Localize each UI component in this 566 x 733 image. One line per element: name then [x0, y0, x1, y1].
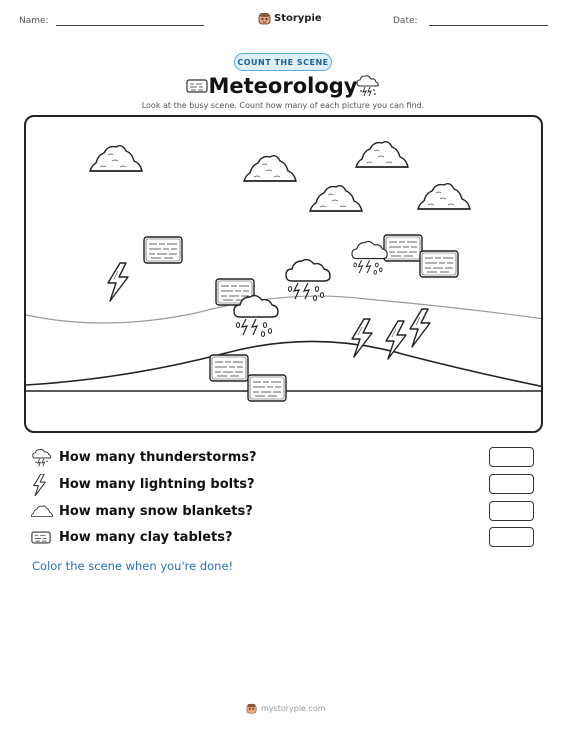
answer-box-snow-blankets[interactable]	[489, 501, 534, 521]
activity-badge: COUNT THE SCENE	[234, 53, 332, 71]
question-row-clay-tablets	[0, 527, 566, 549]
title-row	[0, 74, 566, 100]
page-title: Meteorology	[208, 74, 358, 98]
question-row-lightning-bolts	[0, 474, 566, 496]
name-field[interactable]	[56, 25, 204, 26]
question-text: How many thunderstorms?	[59, 450, 257, 465]
question-text: How many lightning bolts?	[59, 477, 255, 492]
brand-logo	[258, 12, 322, 25]
lightning-bolt-icon	[31, 474, 47, 496]
answer-box-thunderstorms[interactable]	[489, 447, 534, 467]
worksheet-header	[0, 12, 566, 32]
color-instruction: Color the scene when you're done!	[32, 559, 234, 573]
instructions-text: Look at the busy scene. Count how many of each picture you can find.	[141, 101, 425, 110]
thunderstorm-icon	[31, 447, 53, 469]
thunderstorm-icon	[355, 74, 381, 98]
question-row-thunderstorms	[0, 447, 566, 469]
brand-name: Storypie	[274, 13, 322, 24]
footer-site: mystorypie.com	[261, 704, 326, 713]
scene-illustration	[26, 117, 543, 433]
name-label: Name:	[19, 16, 49, 26]
date-label: Date:	[393, 16, 418, 26]
footer-brand	[246, 703, 326, 714]
page-footer	[0, 703, 566, 719]
counting-scene	[24, 115, 543, 433]
question-text: How many snow blankets?	[59, 504, 253, 519]
answer-box-lightning-bolts[interactable]	[489, 474, 534, 494]
answer-box-clay-tablets[interactable]	[489, 527, 534, 547]
storypie-mascot-icon	[258, 12, 271, 25]
clay-tablet-icon	[31, 530, 51, 545]
storypie-mascot-icon	[246, 703, 257, 714]
date-field[interactable]	[429, 25, 548, 26]
snow-blanket-icon	[31, 504, 53, 518]
question-text: How many clay tablets?	[59, 530, 233, 545]
question-row-snow-blankets	[0, 501, 566, 523]
